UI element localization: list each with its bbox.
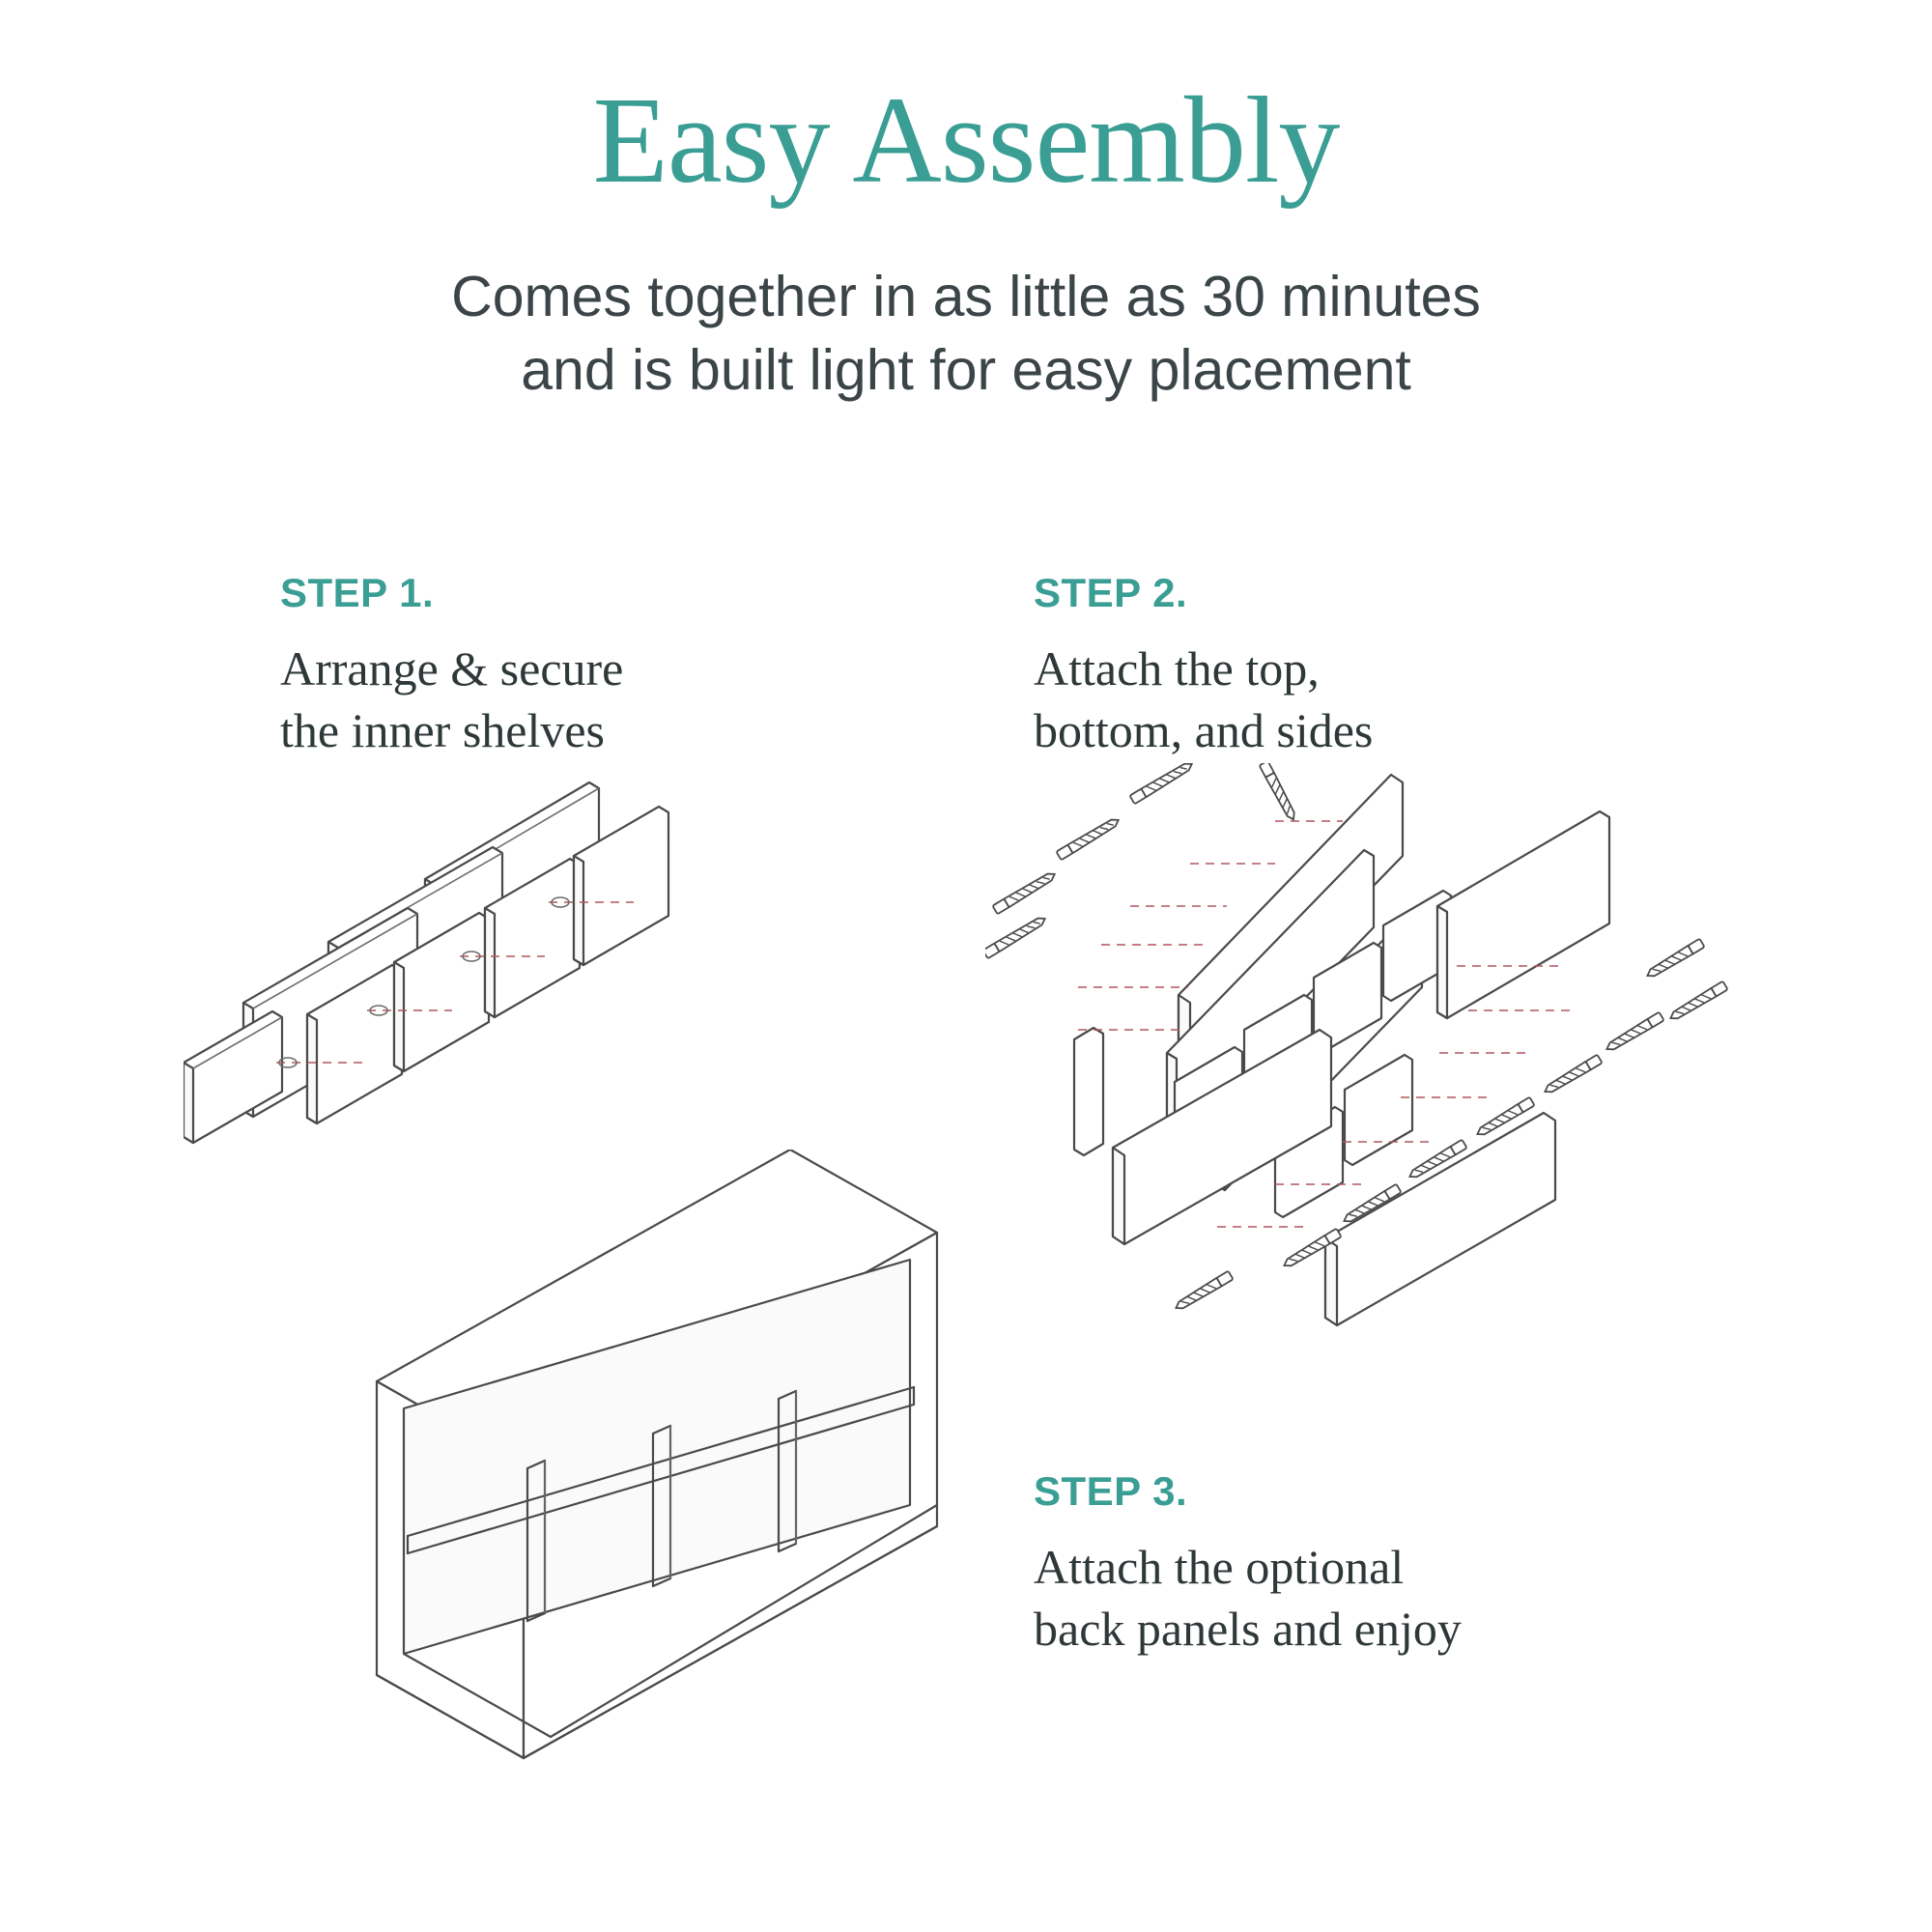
exploded-frame-with-screws-diagram	[985, 763, 1758, 1362]
step-3-text	[1034, 1536, 1462, 1660]
step-3-illustration	[319, 1150, 976, 1806]
page-subtitle	[0, 261, 1932, 407]
subtitle-line-2: and is built light for easy placement	[521, 337, 1411, 402]
step-3-label: STEP 3.	[1034, 1468, 1188, 1514]
divider-panel-front	[184, 1011, 282, 1143]
side-panel-right	[1437, 811, 1609, 1018]
subtitle-line-1: Comes together in as little as 30 minutes	[451, 265, 1481, 328]
step-2-label: STEP 2.	[1034, 570, 1188, 615]
step-3-text-line-2: back panels and enjoy	[1034, 1602, 1462, 1656]
assembled-cube-shelf-diagram	[319, 1150, 976, 1806]
step-2-text-line-1: Attach the top,	[1034, 641, 1320, 696]
side-panel-left	[1074, 1028, 1103, 1155]
step-1-text-line-2: the inner shelves	[280, 703, 606, 757]
inner-divider-vertical-6	[1345, 1055, 1412, 1165]
page-title: Easy Assembly	[592, 71, 1340, 209]
step-2-text	[1034, 638, 1373, 761]
step-1-text-line-1: Arrange & secure	[280, 641, 624, 696]
step-1-text	[280, 638, 623, 761]
step-1-label: STEP 1.	[280, 570, 435, 615]
step-2-illustration	[985, 763, 1758, 1362]
step-3-text-line-1: Attach the optional	[1034, 1540, 1405, 1594]
step-2-text-line-2: bottom, and sides	[1034, 703, 1374, 757]
